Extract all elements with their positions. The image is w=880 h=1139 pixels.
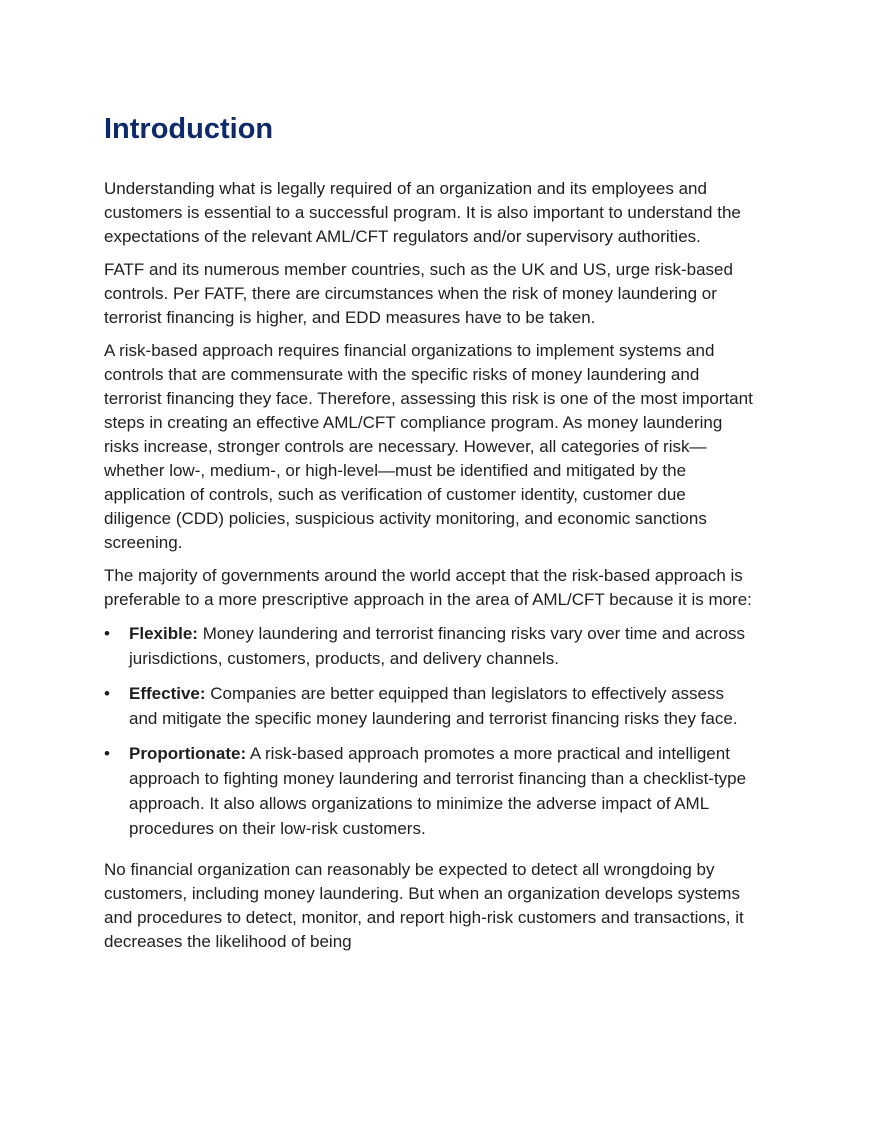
list-item-text: Money laundering and terrorist financing risks vary over time and across jurisdictions, customers, products, and delivery channels. [129, 624, 746, 668]
bullet-icon: • [104, 744, 110, 763]
document-page [104, 108, 754, 963]
list-item-term: Effective: [129, 684, 206, 703]
list-item-term: Flexible: [129, 624, 198, 643]
paragraph: A risk-based approach requires financial organizations to implement systems and controls that are commensurate with the specific risks of money laundering and terrorist financing they face. Therefore, assessing this risk is one of the most important steps in creating an effective AML/CFT compliance program. As money laundering risks increase, stronger controls are necessary. However, all categories of risk—whether low-, medium-, or high-level—must be identified and mitigated by the application of controls, such as verification of customer identity, customer due diligence (CDD) policies, suspicious activity monitoring, and economic sanctions screening. [104, 341, 753, 552]
paragraph: No financial organization can reasonably be expected to detect all wrongdoing by customers, including money laundering. But when an organization develops systems and procedures to detect, monitor, and report high-risk customers and transactions, it decreases the likelihood of being [104, 860, 744, 951]
page-title: Introduction [104, 113, 274, 145]
paragraph: Understanding what is legally required of an organization and its employees and customers is essential to a successful program. It is also important to understand the expectations of the relevant AML/CFT regulators and/or supervisory authorities. [104, 179, 741, 246]
list-item-term: Proportionate: [129, 744, 247, 763]
bullet-icon: • [104, 624, 110, 643]
list-item-text: A risk-based approach promotes a more practical and intelligent approach to fighting money laundering and terrorist financing than a checklist-type approach. It also allows organizations to minimize the adverse impact of AML procedures on their low-risk customers. [129, 744, 747, 838]
list-item [104, 681, 754, 731]
bullet-list [104, 621, 754, 841]
bullet-icon: • [104, 684, 110, 703]
list-item [104, 741, 754, 841]
paragraph: FATF and its numerous member countries, such as the UK and US, urge risk-based controls. Per FATF, there are circumstances when the risk of money laundering or terrorist financing is higher, and EDD measures have to be taken. [104, 260, 733, 327]
list-item [104, 621, 754, 671]
list-item-text: Companies are better equipped than legislators to effectively assess and mitigate the specific money laundering and terrorist financing risks they face. [129, 684, 738, 728]
paragraph: The majority of governments around the world accept that the risk-based approach is preferable to a more prescriptive approach in the area of AML/CFT because it is more: [104, 566, 752, 609]
